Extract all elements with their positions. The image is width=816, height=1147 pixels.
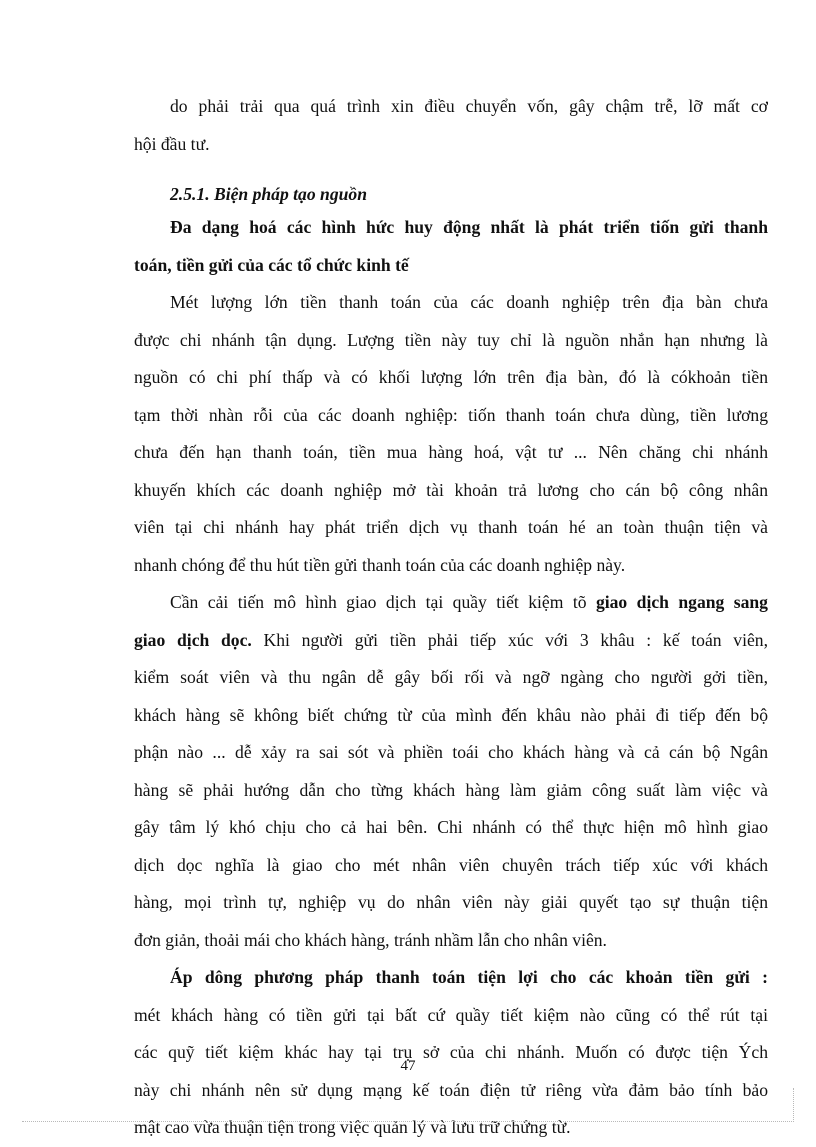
inline-bold-text: giao dịch dọc. [134, 629, 252, 650]
paragraph-line [134, 622, 768, 660]
text-line: hội đầu tư. [134, 133, 210, 154]
page-number: 47 [400, 1058, 416, 1074]
inline-text: Khi người gửi tiền phải tiếp xúc với 3 khâu : kế toán viên, [251, 629, 768, 650]
paragraph-line: khách hàng sẽ không biết chứng từ của mình đến khâu nào phải đi tiếp đến bộ [134, 704, 768, 725]
paragraph-line: tạm thời nhàn rỗi của các doanh nghiệp: tiốn thanh toán chưa dùng, tiền lương [134, 404, 768, 425]
paragraph-line: phận nào ... dễ xảy ra sai sót và phiền toái cho khách hàng và cả cán bộ Ngân [134, 742, 768, 762]
paragraph-line: nguồn có chi phí thấp và có khối lượng lớn trên địa bàn, đó là cókhoản tiền [134, 367, 768, 387]
bold-heading-line: toán, tiền gửi của các tổ chức kinh tế [134, 254, 409, 275]
paragraph-line: mật cao vừa thuận tiện trong việc quản lý và lưu trữ chứng từ. [134, 1117, 571, 1137]
paragraph-line: mét khách hàng có tiền gửi tại bất cứ quầy tiết kiệm nào cũng có thể rút tại [134, 1004, 768, 1025]
paragraph-line: đơn giản, thoải mái cho khách hàng, tránh nhầm lẫn cho nhân viên. [134, 929, 607, 950]
page-edge-divider [793, 1088, 794, 1122]
inline-bold-text: giao dịch ngang sang [595, 592, 768, 612]
paragraph-line: nhanh chóng để thu hút tiền gửi thanh toán của các doanh nghiệp này. [134, 554, 626, 575]
paragraph-line: khuyến khích các doanh nghiệp mở tài khoản trả lương cho cán bộ công nhân [134, 479, 768, 500]
paragraph-line: này chi nhánh nên sử dụng mạng kế toán điện tử riêng vừa đảm bảo tính bảo [134, 1079, 768, 1100]
paragraph-line: viên tại chi nhánh hay phát triển dịch vụ thanh toán hé an toàn thuận tiện và [134, 517, 768, 537]
paragraph-line: được chi nhánh tận dụng. Lượng tiền này tuy chỉ là nguồn nhắn hạn nhưng là [134, 329, 768, 350]
paragraph-line: Mét lượng lớn tiền thanh toán của các doanh nghiệp trên địa bàn chưa [170, 292, 768, 312]
paragraph-line: hàng sẽ phải hướng dẫn cho từng khách hàng làm giảm công suất làm việc và [134, 779, 768, 800]
paragraph-line: kiểm soát viên và thu ngân dễ gây bối rối và ngỡ ngàng cho người gởi tiền, [134, 667, 768, 687]
paragraph-line: chưa đến hạn thanh toán, tiền mua hàng hoá, vật tư ... Nên chăng chi nhánh [134, 442, 768, 462]
paragraph-line: hàng, mọi trình tự, nghiệp vụ do nhân viên này giải quyết tạo sự thuận tiện [134, 892, 768, 912]
inline-text: Cần cải tiến mô hình giao dịch tại quầy tiết kiệm tõ [170, 592, 596, 612]
section-heading: 2.5.1. Biện pháp tạo nguồn [170, 184, 368, 204]
body-content [134, 209, 768, 1147]
bold-heading-line: Áp dông phương pháp thanh toán tiện lợi cho các khoản tiền gửi : [170, 967, 768, 987]
text-line: do phải trải qua quá trình xin điều chuyển vốn, gây chậm trễ, lỡ mất cơ [170, 96, 768, 116]
paragraph-line: gây tâm lý khó chịu cho cả hai bên. Chi nhánh có thể thực hiện mô hình giao [134, 817, 768, 837]
paragraph-line: các quỹ tiết kiệm khác hay tại trụ sở của chi nhánh. Muốn có được tiện Ých [134, 1042, 768, 1062]
paragraph-line [134, 584, 768, 622]
paragraph-line: dịch dọc nghĩa là giao cho mét nhân viên chuyên trách tiếp xúc với khách [134, 854, 768, 875]
top-paragraph [134, 88, 768, 163]
page-edge-divider [22, 1121, 794, 1122]
bold-heading-line: Đa dạng hoá các hình hức huy động nhất là phát triển tiốn gửi thanh [170, 217, 768, 237]
